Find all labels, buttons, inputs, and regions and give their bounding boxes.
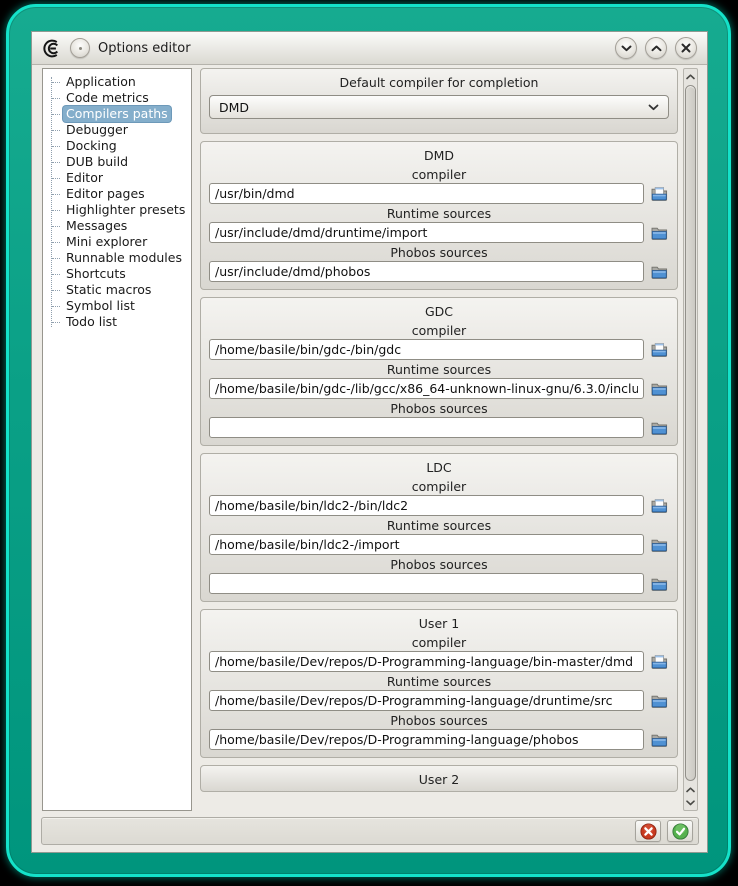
compiler-path-input[interactable]	[209, 183, 644, 204]
combo-value: DMD	[219, 99, 250, 115]
group-title: Default compiler for completion	[339, 75, 539, 90]
content-scrollbar[interactable]	[683, 68, 698, 811]
section-title: User 1	[418, 616, 460, 631]
browse-file-button[interactable]	[650, 340, 669, 359]
field-label: Runtime sources	[386, 362, 492, 377]
browse-folder-button[interactable]	[650, 730, 669, 749]
sidebar-item-todo-list[interactable]: Todo list	[49, 314, 189, 330]
field-label: compiler	[411, 479, 467, 494]
open-file-icon	[651, 186, 668, 202]
runtime-sources-input[interactable]	[209, 690, 644, 711]
minimize-button[interactable]	[615, 37, 637, 59]
window-menu-dot-icon	[79, 47, 82, 50]
folder-icon	[651, 732, 668, 748]
field-label: Phobos sources	[390, 401, 488, 416]
chevron-down-icon	[686, 800, 695, 806]
browse-file-button[interactable]	[650, 184, 669, 203]
sidebar-item-messages[interactable]: Messages	[49, 218, 189, 234]
field-label: compiler	[411, 323, 467, 338]
dialog-button-bar	[41, 817, 699, 845]
field-label: Phobos sources	[390, 557, 488, 572]
ok-check-icon	[672, 823, 689, 840]
scroll-up-button-bottom[interactable]	[684, 783, 697, 796]
browse-folder-button[interactable]	[650, 418, 669, 437]
default-compiler-select[interactable]	[209, 95, 669, 119]
sidebar-item-mini-explorer[interactable]: Mini explorer	[49, 234, 189, 250]
folder-icon	[651, 225, 668, 241]
compiler-section-dmd	[200, 141, 678, 290]
open-file-icon	[651, 498, 668, 514]
field-label: compiler	[411, 167, 467, 182]
chevron-up-icon	[686, 74, 695, 80]
compiler-section-ldc	[200, 453, 678, 602]
folder-icon	[651, 381, 668, 397]
browse-folder-button[interactable]	[650, 223, 669, 242]
compiler-section-gdc	[200, 297, 678, 446]
phobos-sources-input[interactable]	[209, 261, 644, 282]
sidebar-item-editor[interactable]: Editor	[49, 170, 189, 186]
compiler-path-input[interactable]	[209, 651, 644, 672]
sidebar-item-highlighter-presets[interactable]: Highlighter presets	[49, 202, 189, 218]
maximize-button[interactable]	[645, 37, 667, 59]
field-label: Runtime sources	[386, 206, 492, 221]
default-compiler-group	[200, 68, 678, 134]
sidebar-item-dub-build[interactable]: DUB build	[49, 154, 189, 170]
runtime-sources-input[interactable]	[209, 222, 644, 243]
window-title: Options editor	[98, 40, 191, 56]
scroll-down-button[interactable]	[684, 796, 697, 809]
section-title: DMD	[423, 148, 455, 163]
browse-file-button[interactable]	[650, 652, 669, 671]
sidebar-item-runnable-modules[interactable]: Runnable modules	[49, 250, 189, 266]
cancel-button[interactable]	[635, 820, 661, 842]
cancel-icon	[640, 823, 657, 840]
chevron-down-icon	[621, 45, 632, 52]
compiler-path-input[interactable]	[209, 495, 644, 516]
browse-folder-button[interactable]	[650, 535, 669, 554]
compilers-paths-panel	[200, 68, 678, 811]
app-icon	[42, 38, 62, 58]
phobos-sources-input[interactable]	[209, 573, 644, 594]
sidebar-item-code-metrics[interactable]: Code metrics	[49, 90, 189, 106]
sidebar-item-application[interactable]: Application	[49, 74, 189, 90]
browse-folder-button[interactable]	[650, 262, 669, 281]
sidebar-item-static-macros[interactable]: Static macros	[49, 282, 189, 298]
field-label: Phobos sources	[390, 245, 488, 260]
folder-icon	[651, 264, 668, 280]
runtime-sources-input[interactable]	[209, 378, 644, 399]
sidebar-item-symbol-list[interactable]: Symbol list	[49, 298, 189, 314]
main-area	[32, 65, 707, 814]
scroll-up-button[interactable]	[684, 70, 697, 83]
open-file-icon	[651, 654, 668, 670]
sidebar-item-compilers-paths[interactable]: Compilers paths	[49, 106, 189, 122]
chevron-up-icon	[651, 45, 662, 52]
window-menu-button[interactable]	[70, 38, 90, 58]
field-label: Runtime sources	[386, 674, 492, 689]
phobos-sources-input[interactable]	[209, 417, 644, 438]
scrollbar-thumb[interactable]	[685, 85, 696, 781]
close-icon	[681, 43, 691, 53]
sidebar-item-docking[interactable]: Docking	[49, 138, 189, 154]
accept-button[interactable]	[667, 820, 693, 842]
browse-folder-button[interactable]	[650, 574, 669, 593]
titlebar[interactable]	[32, 32, 707, 65]
browse-folder-button[interactable]	[650, 691, 669, 710]
compiler-section-user1	[200, 609, 678, 758]
category-tree	[42, 68, 192, 811]
close-button[interactable]	[675, 37, 697, 59]
sidebar-item-editor-pages[interactable]: Editor pages	[49, 186, 189, 202]
folder-icon	[651, 420, 668, 436]
field-label: compiler	[411, 635, 467, 650]
folder-icon	[651, 537, 668, 553]
field-label: Runtime sources	[386, 518, 492, 533]
section-title: LDC	[426, 460, 452, 475]
chevron-up-icon	[686, 787, 695, 793]
folder-icon	[651, 576, 668, 592]
phobos-sources-input[interactable]	[209, 729, 644, 750]
sidebar-item-shortcuts[interactable]: Shortcuts	[49, 266, 189, 282]
browse-file-button[interactable]	[650, 496, 669, 515]
browse-folder-button[interactable]	[650, 379, 669, 398]
sidebar-item-debugger[interactable]: Debugger	[49, 122, 189, 138]
compiler-section-user2	[200, 765, 678, 792]
section-title: GDC	[424, 304, 454, 319]
tree-guide-line	[51, 77, 52, 327]
section-title: User 2	[418, 772, 460, 787]
runtime-sources-input[interactable]	[209, 534, 644, 555]
chevron-down-icon	[648, 104, 659, 111]
options-editor-dialog	[31, 31, 708, 853]
open-file-icon	[651, 342, 668, 358]
compiler-path-input[interactable]	[209, 339, 644, 360]
folder-icon	[651, 693, 668, 709]
field-label: Phobos sources	[390, 713, 488, 728]
